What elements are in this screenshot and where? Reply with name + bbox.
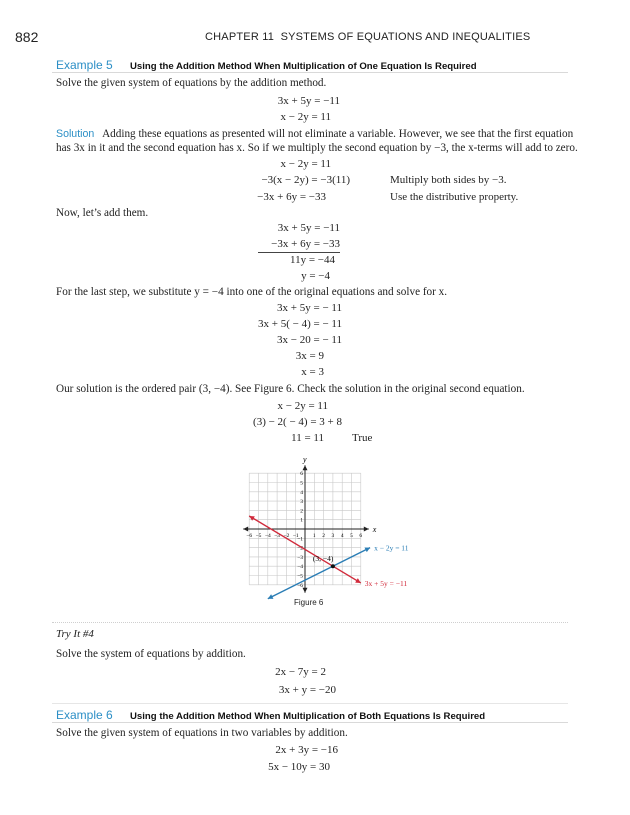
- y-tick-label: 4: [300, 489, 303, 496]
- addition-rule: [258, 252, 340, 253]
- x-axis-arrow-right: [364, 527, 369, 532]
- step1-eq-3: −3x + 6y = −33: [257, 191, 326, 203]
- tryit-separator: [52, 622, 568, 623]
- step1-note-2: Multiply both sides by −3.: [390, 174, 507, 186]
- addition-eq-1: 3x + 5y = −11: [277, 222, 340, 234]
- example-6-intro: Solve the given system of equations in two variables by addition.: [56, 727, 348, 739]
- check-eq-3: 11 = 11: [291, 432, 324, 444]
- addition-eq-3: 11y = −44: [290, 254, 335, 266]
- example-5-intro: Solve the given system of equations by the addition method.: [56, 77, 327, 89]
- example-6-title: Using the Addition Method When Multiplication of Both Equations Is Required: [130, 711, 486, 722]
- tryit-prompt: Solve the system of equations by addition.: [56, 648, 246, 660]
- tick-labels: [246, 471, 362, 589]
- y-tick-label: −5: [297, 573, 303, 580]
- figure-6-graph: [230, 450, 450, 600]
- example-6-eq-2: 5x − 10y = 30: [268, 761, 330, 773]
- x-axis-label: x: [372, 525, 377, 534]
- solution-text-line-2: has 3x in it and the second equation has x. So if we multiply the second equation by −3, the x-terms will add to zero.: [56, 142, 578, 154]
- y-tick-label: 6: [300, 471, 303, 478]
- series-label: 3x + 5y = −11: [364, 578, 408, 588]
- example-6-top-rule: [52, 703, 568, 704]
- x-tick-label: −1: [292, 533, 299, 539]
- y-tick-label: −2: [297, 545, 303, 552]
- chapter-title: SYSTEMS OF EQUATIONS AND INEQUALITIES: [280, 31, 531, 43]
- chapter-header: [205, 31, 530, 43]
- step1-eq-2: −3(x − 2y) = −3(11): [261, 174, 350, 186]
- intersection-point-label: (3, −4): [312, 554, 334, 564]
- series-label: x − 2y = 11: [374, 543, 409, 553]
- addition-eq-4: y = −4: [301, 270, 330, 282]
- x-axis-arrow-left: [243, 527, 248, 532]
- system-eq-2: x − 2y = 11: [280, 111, 331, 123]
- step1-eq-1: x − 2y = 11: [280, 158, 331, 170]
- x-tick-label: 1: [312, 533, 316, 539]
- substitution-eq-1: 3x + 5y = − 11: [277, 302, 342, 314]
- page-number: 882: [15, 29, 39, 45]
- solution-label: Solution: [56, 128, 95, 140]
- y-tick-label: −1: [297, 536, 303, 543]
- solution-text-line-1: Adding these equations as presented will not eliminate a variable. However, we see that the first equation: [102, 128, 574, 140]
- substitution-eq-3: 3x − 20 = − 11: [277, 334, 342, 346]
- chapter-number: CHAPTER 11: [205, 31, 275, 43]
- add-text: Now, let’s add them.: [56, 207, 149, 219]
- y-tick-label: −6: [297, 582, 303, 589]
- x-tick-label: −3: [274, 533, 281, 539]
- tryit-eq-2: 3x + y = −20: [278, 684, 336, 696]
- y-axis-arrow-down: [303, 588, 308, 593]
- y-tick-label: −3: [297, 554, 303, 561]
- check-eq-1: x − 2y = 11: [277, 400, 328, 412]
- example-5-label: Example 5: [56, 58, 113, 72]
- conclusion-text: Our solution is the ordered pair (3, −4). See Figure 6. Check the solution in the original second equation.: [56, 383, 525, 395]
- x-tick-label: 2: [322, 533, 325, 539]
- solution-paragraph: [56, 128, 573, 140]
- figure-caption: Figure 6: [294, 598, 324, 607]
- x-tick-label: −4: [264, 533, 271, 539]
- example-6-rule: [52, 722, 568, 723]
- x-tick-label: 3: [331, 533, 335, 539]
- x-tick-label: 4: [340, 533, 344, 539]
- x-tick-label: −2: [283, 533, 290, 539]
- intersection-point: [331, 564, 335, 568]
- substitution-eq-5: x = 3: [301, 366, 324, 378]
- substitute-text: For the last step, we substitute y = −4 into one of the original equations and solve for x.: [56, 286, 448, 298]
- addition-eq-2: −3x + 6y = −33: [271, 238, 340, 250]
- substitution-eq-2: 3x + 5( − 4) = − 11: [258, 318, 342, 330]
- system-eq-1: 3x + 5y = −11: [277, 95, 340, 107]
- check-note: True: [352, 432, 373, 444]
- y-tick-label: 5: [300, 480, 303, 487]
- x-tick-label: 6: [359, 533, 363, 539]
- example-6-eq-1: 2x + 3y = −16: [275, 744, 338, 756]
- y-tick-label: −4: [297, 564, 303, 571]
- y-axis-label: y: [303, 455, 307, 465]
- y-axis-arrow-up: [303, 465, 308, 470]
- check-eq-2: (3) − 2( − 4) = 3 + 8: [253, 416, 342, 428]
- example-5-rule: [52, 72, 568, 73]
- example-6-label: Example 6: [56, 708, 113, 722]
- x-tick-label: 5: [350, 533, 353, 539]
- y-tick-label: 1: [300, 517, 303, 524]
- example-5-title: Using the Addition Method When Multiplication of One Equation Is Required: [130, 61, 477, 72]
- x-tick-label: −5: [255, 533, 262, 539]
- y-tick-label: 3: [300, 499, 303, 506]
- tryit-eq-1: 2x − 7y = 2: [275, 666, 326, 678]
- y-tick-label: 2: [300, 508, 303, 515]
- tryit-label: Try It #4: [56, 628, 94, 640]
- step1-note-3: Use the distributive property.: [390, 191, 519, 203]
- x-tick-label: −6: [246, 533, 253, 539]
- substitution-eq-4: 3x = 9: [295, 350, 324, 362]
